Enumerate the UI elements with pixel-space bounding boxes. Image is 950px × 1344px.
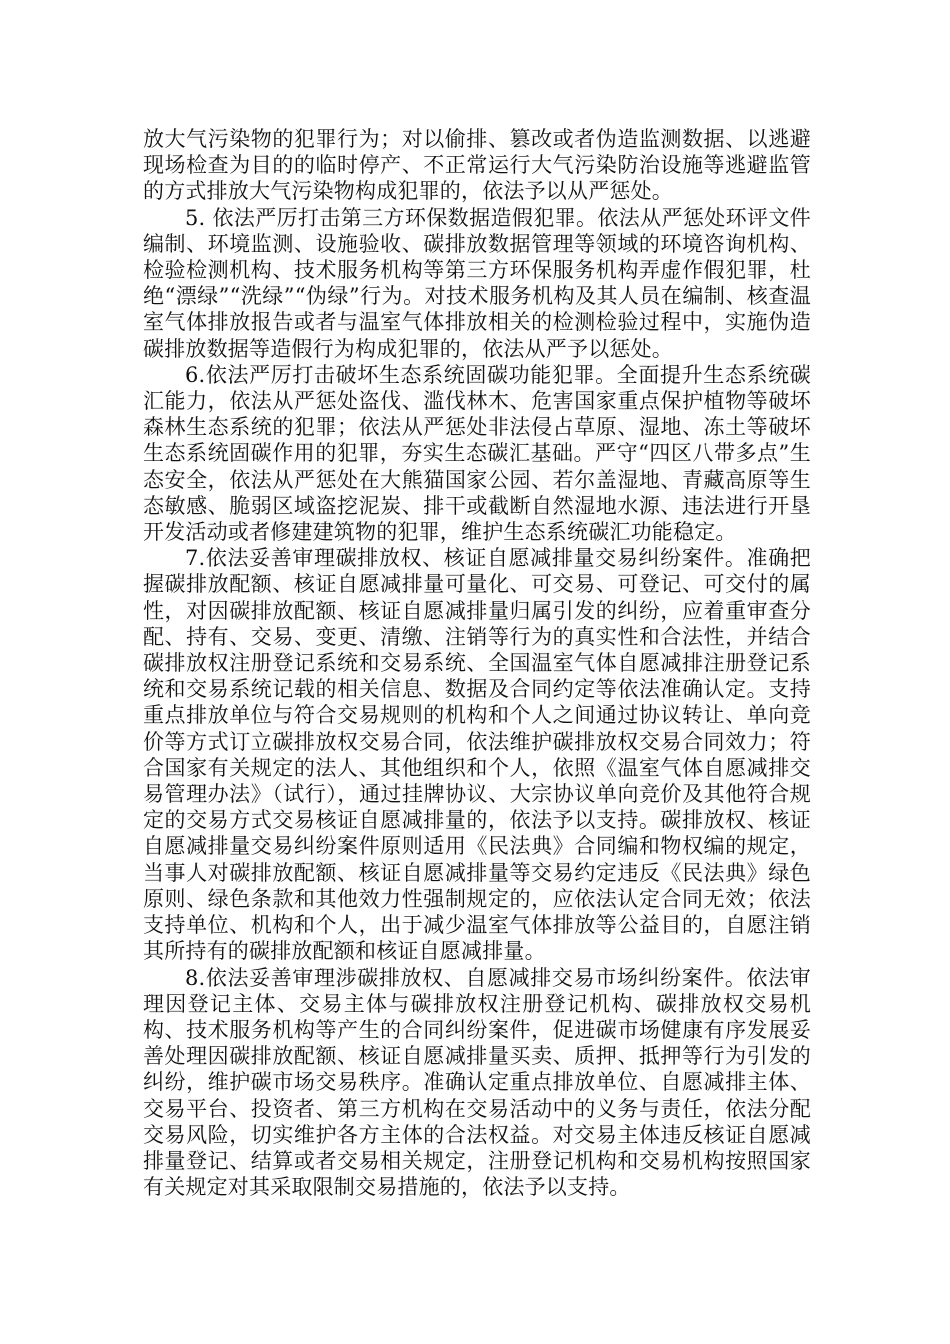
paragraph-continuation: 放大气污染物的犯罪行为；对以偷排、篡改或者伪造监测数据、以逃避现场检查为目的的临时停产、不正常运行大气污染防治设施等逃避监管的方式排放大气污染物构成犯罪的，依法予以从严惩处。 bbox=[143, 127, 811, 204]
paragraph-item-5: 5. 依法严厉打击第三方环保数据造假犯罪。依法从严惩处环评文件编制、环境监测、设施验收、碳排放数据管理等领域的环境咨询机构、检验检测机构、技术服务机构等第三方环保服务机构弄虚作假犯罪，杜绝“漂绿”“洗绿”“伪绿”行为。对技术服务机构及其人员在编制、核查温室气体排放报告或者与温室气体排放相关的检测检验过程中，实施伪造碳排放数据等造假行为构成犯罪的，依法从严予以惩处。 bbox=[143, 205, 811, 361]
document-page bbox=[143, 126, 811, 1200]
paragraph-item-8: 8.依法妥善审理涉碳排放权、自愿减排交易市场纠纷案件。依法审理因登记主体、交易主体与碳排放权注册登记机构、碳排放权交易机构、技术服务机构等产生的合同纠纷案件，促进碳市场健康有序发展妥善处理因碳排放配额、核证自愿减排量买卖、质押、抵押等行为引发的纠纷，维护碳市场交易秩序。准确认定重点排放单位、自愿减排主体、交易平台、投资者、第三方机构在交易活动中的义务与责任，依法分配交易风险，切实维护各方主体的合法权益。对交易主体违反核证自愿减排量登记、结算或者交易相关规定，注册登记机构和交易机构按照国家有关规定对其采取限制交易措施的，依法予以支持。 bbox=[143, 965, 811, 1200]
paragraph-item-6: 6.依法严厉打击破坏生态系统固碳功能犯罪。全面提升生态系统碳汇能力，依法从严惩处盗伐、滥伐林木、危害国家重点保护植物等破坏森林生态系统的犯罪；依法从严惩处非法侵占草原、湿地、冻土等破坏生态系统固碳作用的犯罪，夯实生态碳汇基础。严守“四区八带多点”生态安全，依法从严惩处在大熊猫国家公园、若尔盖湿地、青藏高原等生态敏感、脆弱区域盗挖泥炭、排干或截断自然湿地水源、违法进行开垦开发活动或者修建建筑物的犯罪，维护生态系统碳汇功能稳定。 bbox=[143, 362, 811, 545]
paragraph-item-7: 7.依法妥善审理碳排放权、核证自愿减排量交易纠纷案件。准确把握碳排放配额、核证自愿减排量可量化、可交易、可登记、可交付的属性，对因碳排放配额、核证自愿减排量归属引发的纠纷，应着重审查分配、持有、交易、变更、清缴、注销等行为的真实性和合法性，并结合碳排放权注册登记系统和交易系统、全国温室气体自愿减排注册登记系统和交易系统记载的相关信息、数据及合同约定等依法准确认定。支持重点排放单位与符合交易规则的机构和个人之间通过协议转让、单向竞价等方式订立碳排放权交易合同，依法维护碳排放权交易合同效力；符合国家有关规定的法人、其他组织和个人，依照《温室气体自愿减排交易管理办法》（试行），通过挂牌协议、大宗协议单向竞价及其他符合规定的交易方式交易核证自愿减排量的，依法予以支持。碳排放权、核证自愿减排量交易纠纷案件原则适用《民法典》合同编和物权编的规定，当事人对碳排放配额、核证自愿减排量等交易约定违反《民法典》绿色原则、绿色条款和其他效力性强制规定的，应依法认定合同无效；依法支持单位、机构和个人，出于减少温室气体排放等公益目的，自愿注销其所持有的碳排放配额和核证自愿减排量。 bbox=[143, 546, 811, 964]
